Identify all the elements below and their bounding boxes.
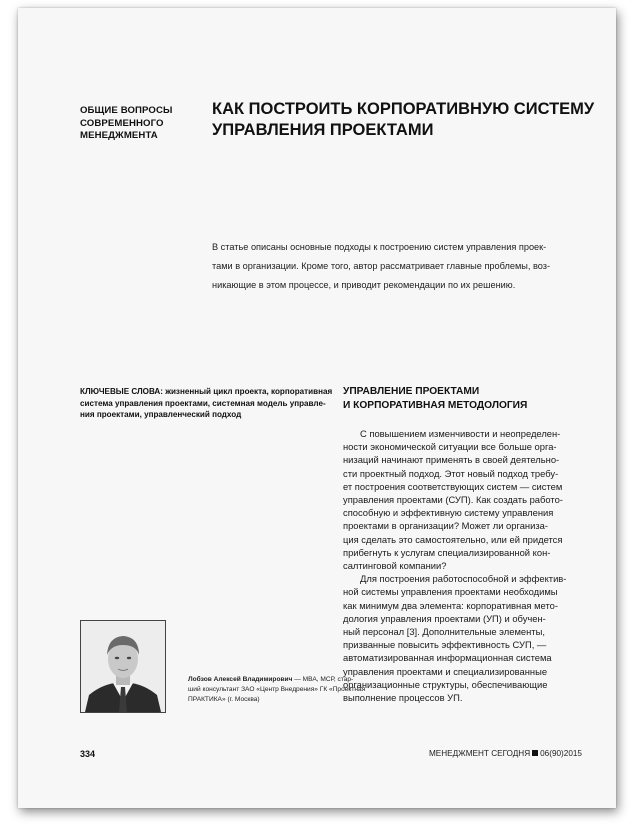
keywords-text: жизненный цикл проекта, корпоративная (162, 387, 333, 396)
body-line: ный персонал [3]. Дополнительные элементы, (343, 626, 545, 638)
journal-page (18, 8, 616, 808)
author-photo (80, 620, 166, 713)
abstract-line: тами в организации. Кроме того, автор рассматривает главные проблемы, воз- (212, 261, 551, 271)
abstract-line: никающие в этом процессе, и приводит рекомендации по их решению. (212, 280, 516, 290)
article-title-line: УПРАВЛЕНИЯ ПРОЕКТАМИ (212, 121, 434, 139)
section-label-line: МЕНЕДЖМЕНТА (80, 130, 158, 141)
body-line: ности экономической ситуации все больше орга- (343, 441, 557, 453)
body-line: ной системы управления проектами необходимы (343, 586, 558, 598)
author-caption-line: ПРАКТИКА» (г. Москва) (188, 696, 260, 703)
body-line: низаций начинают применять в своей деятельно- (343, 454, 560, 466)
body-line: Для построения работоспособной и эффектив- (360, 573, 567, 585)
abstract (212, 238, 602, 295)
section-label (80, 105, 190, 143)
page-number: 334 (80, 749, 96, 759)
author-name: Лобзов Алексей Владимирович (188, 676, 293, 683)
keywords (80, 386, 342, 421)
section-heading-line: УПРАВЛЕНИЕ ПРОЕКТАМИ (343, 386, 480, 397)
body-line: ция сделать это самостоятельно, или ей придется (343, 533, 563, 545)
body-line: управления проектами (СУП). Как создать работо- (343, 494, 563, 506)
body-line: салтинговой компании? (343, 560, 447, 572)
body-line: ет построения соответствующих систем — систем (343, 480, 563, 492)
article-title (212, 99, 602, 141)
article-title-line: КАК ПОСТРОИТЬ КОРПОРАТИВНУЮ СИСТЕМУ (212, 100, 595, 118)
body-line: организационные структуры, обеспечивающие (343, 678, 548, 690)
journal-name: МЕНЕДЖМЕНТ СЕГОДНЯ (428, 749, 531, 758)
author-credentials: — МВА, МСР, стар- (292, 676, 354, 683)
body-line: проектами в организации? Может ли организа- (343, 520, 548, 532)
journal-issue: 06(90)2015 (540, 749, 582, 758)
keywords-label: КЛЮЧЕВЫЕ СЛОВА: (80, 387, 163, 396)
keywords-line (80, 386, 342, 398)
author-portrait-image (81, 621, 165, 712)
body-line: как минимум два элемента: корпоративная мето- (343, 599, 558, 611)
article-body (343, 427, 605, 704)
keywords-line: ния проектами, управленческий подход (80, 410, 242, 419)
journal-footer (429, 749, 582, 758)
body-line: С повышением изменчивости и неопределен- (360, 428, 561, 439)
keywords-line: система управления проектами, системная модель управле- (80, 398, 326, 408)
author-caption (188, 675, 366, 705)
body-line: прибегнуть к услугам специализированной кон- (343, 546, 551, 558)
body-line: призванные повысить эффективность СУП, — (343, 639, 547, 651)
section-label-line: СОВРЕМЕННОГО (80, 117, 164, 129)
section-label-line: ОБЩИЕ ВОПРОСЫ (80, 105, 173, 116)
author-caption-line (188, 675, 354, 685)
body-line: дология управления проектами (УП) и обучен- (343, 612, 546, 624)
body-line: автоматизированная информационная система (343, 652, 552, 664)
section-heading (343, 385, 603, 412)
author-caption-line: ший консультант ЗАО «Центр Внедрения» ГК «Проектная (188, 686, 366, 693)
abstract-line: В статье описаны основные подходы к построению систем управления проек- (212, 242, 547, 252)
square-separator-icon (532, 750, 538, 756)
body-line: сти проектный подход. Этот новый подход требу- (343, 467, 559, 479)
section-heading-line: И КОРПОРАТИВНАЯ МЕТОДОЛОГИЯ (343, 399, 528, 411)
body-line: способную и эффективную систему управления (343, 507, 554, 519)
body-line: выполнение процессов УП. (343, 692, 463, 704)
body-line: управления проектами и специализированные (343, 665, 548, 677)
